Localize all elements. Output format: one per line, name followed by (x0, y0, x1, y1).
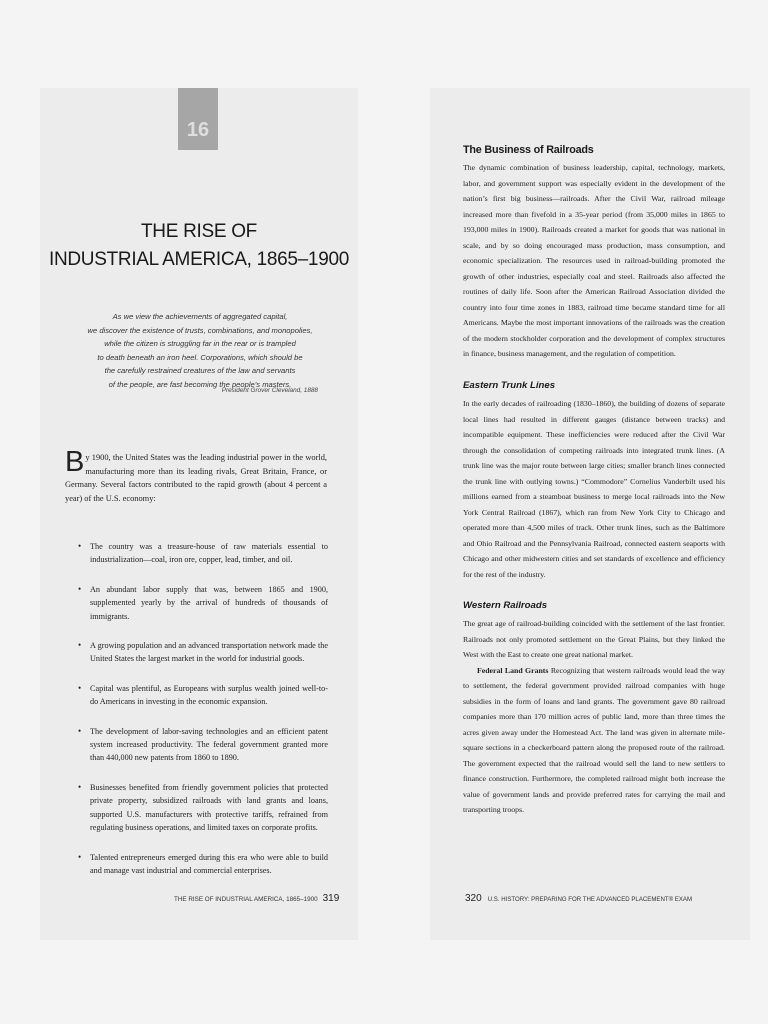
running-footer-text: THE RISE OF INDUSTRIAL AMERICA, 1865–1900 (174, 896, 318, 903)
chapter-title-line-2: INDUSTRIAL AMERICA, 1865–1900 (48, 249, 349, 270)
epigraph-line: to death beneath an iron heel. Corporations, which should be (97, 352, 303, 362)
list-item (78, 583, 328, 623)
bullet-icon: • (78, 725, 82, 736)
chapter-title (40, 218, 358, 274)
chapter-title-line-1: THE RISE OF (141, 221, 257, 242)
drop-cap: B (65, 446, 85, 478)
list-item (78, 639, 328, 666)
section-body (463, 160, 725, 362)
right-page-footer (465, 893, 692, 904)
page-number: 319 (322, 893, 340, 904)
western-railroads-body (463, 616, 725, 818)
bullet-icon: • (78, 583, 82, 594)
list-item (78, 540, 328, 567)
list-item (78, 725, 328, 765)
list-item (78, 781, 328, 835)
bullet-icon: • (78, 851, 82, 862)
chapter-number: 16 (186, 119, 210, 141)
paragraph: In the early decades of railroading (1830–1860), the building of dozens of separate local lines had resulted in different gauges (distance between tracks) and incompatible equipment. These inefficiencies were reduced after the Civil War through the consolidation of competing railroads into integrated trunk lines. (A trunk line was the major route between large cities; smaller branch lines connected the trunk line with outlying towns.) “Commodore” Cornelius Vanderbilt used his millions earned from a steamboat business to merge local railroads into the New York Central Railroad (1867), which ran from New York City to Chicago and operated more than 4,500 miles of track. Other trunk lines, such as the Baltimore and Ohio Railroad and the Pennsylvania Railroad, connected eastern seaports with Chicago and other midwestern cities and set standards of excellence and efficiency for the rest of the industry. (463, 399, 725, 579)
epigraph (70, 310, 330, 392)
left-page (40, 88, 358, 940)
bullet-icon: • (78, 541, 82, 551)
intro-text: y 1900, the United States was the leading industrial power in the world, manufacturing more than its leading rivals, Great Britain, France, or Germany. Several factors contributed to the rapid growth (about 4 percent a year) of the U.S. economy: (65, 453, 327, 503)
factors-list (78, 540, 328, 893)
paragraph (463, 663, 725, 818)
list-item-text: The development of labor-saving technologies and an efficient patent system increased productivity. The federal government granted more than 440,000 new patents from 1860 to 1890. (90, 726, 328, 763)
list-item (78, 851, 328, 878)
epigraph-line: As we view the achievements of aggregated capital, (112, 312, 288, 321)
paragraph: The great age of railroad-building coincided with the settlement of the last frontier. Railroads not only promoted settlement on the Great Plains, but they linked the West with the East to create one great national market. (463, 619, 725, 659)
chapter-tab (178, 88, 218, 150)
subheading-western-railroads: Western Railroads (463, 600, 548, 611)
bullet-icon: • (78, 682, 82, 693)
subheading-eastern-trunk-lines: Eastern Trunk Lines (463, 380, 556, 391)
epigraph-line: of the people, are fast becoming the people’s masters. (108, 379, 292, 389)
list-item-text: Businesses benefited from friendly government policies that protected private property, subsidized railroads with land grants and loans, supported U.S. manufacturers with protective tariffs, refrained from regulating business operations, and limited taxes on corporate profits. (90, 782, 328, 833)
eastern-trunk-lines-body (463, 396, 725, 582)
list-item-text: An abundant labor supply that was, between 1865 and 1900, supplemented yearly by the arrival of hundreds of thousands of immigrants. (90, 584, 328, 621)
section-heading: The Business of Railroads (463, 144, 594, 156)
bullet-icon: • (78, 781, 82, 792)
list-item-text: A growing population and an advanced transportation network made the United States the largest market in the world for industrial goods. (90, 641, 328, 664)
intro-paragraph (65, 446, 327, 505)
epigraph-line: while the citizen is struggling far in the rear or is trampled (104, 339, 296, 349)
run-in-heading: Federal Land Grants (477, 665, 549, 675)
paragraph: The dynamic combination of business leadership, capital, technology, markets, labor, and government support was especially evident in the development of the nation’s first big business—railroads. After the Civil War, railroad mileage increased more than fivefold in a 35-year period (from 35,000 miles in 1865 to 193,000 miles in 1900). Railroads created a market for goods that was national in scale, and by so doing encouraged mass production, mass consumption, and economic specialization. The resources used in railroad-building promoted the growth of other industries, especially coal and steel. Railroads also affected the routines of daily life. Soon after the American Railroad Association divided the country into four time zones in 1883, railroad time became standard time for all Americans. Maybe the most important innovations of the railroads was the creation of the modern stockholder corporation and the development of complex structures in finance, business management, and the regulation of competition. (463, 163, 725, 358)
page-number: 320 (465, 893, 482, 904)
running-footer-text: U.S. HISTORY: PREPARING FOR THE ADVANCED PLACEMENT® EXAM (487, 896, 693, 903)
paragraph-text: Recognizing that western railroads would lead the way to settlement, the federal government provided railroad companies with huge subsidies in the form of loans and land grants. The government gave 80 railroad companies more than 170 million acres of public land, more than three times the acres given away under the Homestead Act. The land was given in alternate mile-square sections in a checkerboard pattern along the proposed route of the railroad. The government expected that the railroad would sell the land to new settlers to finance construction. Furthermore, the completed railroad might both increase the value of government lands and provide preferred rates for carrying the mail and transporting troops. (463, 665, 726, 814)
bullet-icon: • (78, 640, 82, 651)
right-page (430, 88, 750, 940)
list-item-text: Talented entrepreneurs emerged during this era who were able to build and manage vast industrial and commercial enterprises. (90, 852, 328, 875)
list-item-text: The country was a treasure-house of raw materials essential to industrialization—coal, iron ore, copper, lead, timber, and oil. (90, 542, 328, 565)
epigraph-attribution: President Grover Cleveland, 1888 (221, 387, 318, 394)
epigraph-line: the carefully restrained creatures of the law and servants (104, 366, 296, 376)
list-item-text: Capital was plentiful, as Europeans with surplus wealth joined well-to-do Americans in investing in the economic expansion. (90, 683, 328, 707)
list-item (78, 682, 328, 709)
left-page-footer (174, 893, 339, 904)
epigraph-line: we discover the existence of trusts, combinations, and monopolies, (87, 325, 313, 335)
